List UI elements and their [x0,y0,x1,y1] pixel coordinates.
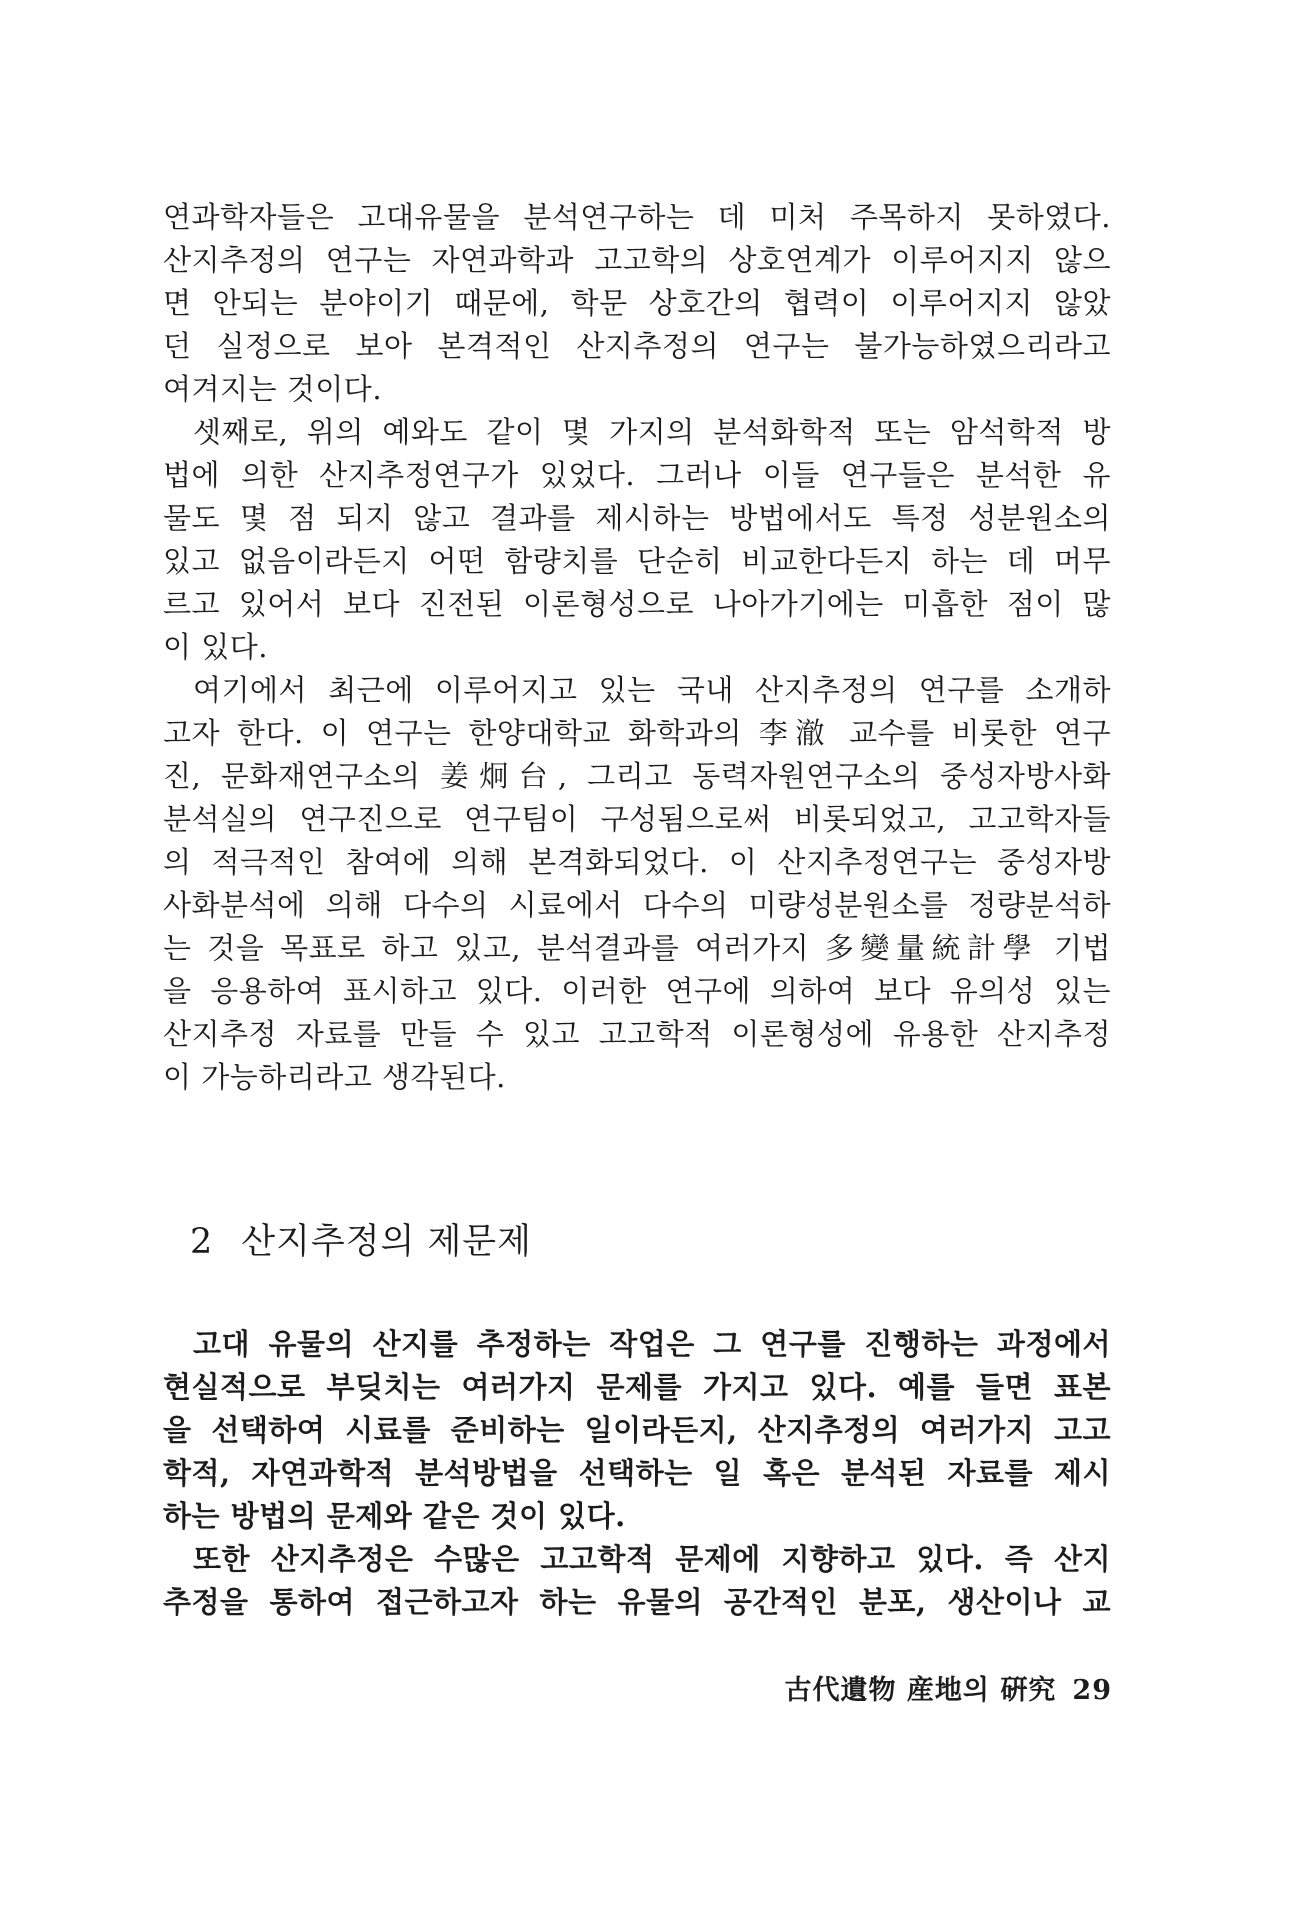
paragraph [163,196,1111,411]
section-heading [190,1217,532,1267]
body-text-top [163,196,1111,1099]
page-footer [785,1671,1112,1711]
paragraph [163,669,1111,1099]
body-text-bottom [163,1323,1111,1624]
text-line: 산지추정의 연구는 자연과학과 고고학의 상호연계가 이루어지지 않으 [163,243,1111,277]
text-line: 고대 유물의 산지를 추정하는 작업은 그 연구를 진행하는 과정에서 [193,1327,1111,1361]
paragraph [163,1538,1111,1624]
text-line: 물도 몇 점 되지 않고 결과를 제시하는 방법에서도 특정 성분원소의 [163,501,1111,535]
section-number: 2 [190,1222,214,1262]
text-line: 는 것을 목표로 하고 있고, 분석결과를 여러가지 多變量統計學 기법 [163,931,1111,965]
text-line: 셋째로, 위의 예와도 같이 몇 가지의 분석화학적 또는 암석학적 방 [193,415,1111,449]
text-line: 사화분석에 의해 다수의 시료에서 다수의 미량성분원소를 정량분석하 [163,888,1111,922]
text-line: 연과학자들은 고대유물을 분석연구하는 데 미처 주목하지 못하였다. [163,200,1111,234]
text-line: 여겨지는 것이다. [163,372,383,406]
text-line: 을 응용하여 표시하고 있다. 이러한 연구에 의하여 보다 유의성 있는 [163,974,1111,1008]
text-line: 또한 산지추정은 수많은 고고학적 문제에 지향하고 있다. 즉 산지 [193,1542,1111,1576]
text-line: 분석실의 연구진으로 연구팀이 구성됨으로써 비롯되었고, 고고학자들 [163,802,1111,836]
text-line: 의 적극적인 참여에 의해 본격화되었다. 이 산지추정연구는 중성자방 [163,845,1111,879]
text-line: 면 안되는 분야이기 때문에, 학문 상호간의 협력이 이루어지지 않았 [163,286,1111,320]
text-line: 법에 의한 산지추정연구가 있었다. 그러나 이들 연구들은 분석한 유 [163,458,1111,492]
text-line: 르고 있어서 보다 진전된 이론형성으로 나아가기에는 미흡한 점이 많 [163,587,1111,621]
text-line: 있고 없음이라든지 어떤 함량치를 단순히 비교한다든지 하는 데 머무 [163,544,1111,578]
paragraph [163,411,1111,669]
paragraph [163,1323,1111,1538]
text-line: 하는 방법의 문제와 같은 것이 있다. [163,1499,626,1533]
text-line: 학적, 자연과학적 분석방법을 선택하는 일 혹은 분석된 자료를 제시 [163,1456,1111,1490]
text-line: 현실적으로 부딪치는 여러가지 문제를 가지고 있다. 예를 들면 표본 [163,1370,1111,1404]
text-line: 여기에서 최근에 이루어지고 있는 국내 산지추정의 연구를 소개하 [193,673,1111,707]
text-line: 고자 한다. 이 연구는 한양대학교 화학과의 李澈 교수를 비롯한 연구 [163,716,1111,750]
text-line: 이 있다. [163,630,268,664]
text-line: 산지추정 자료를 만들 수 있고 고고학적 이론형성에 유용한 산지추정 [163,1017,1111,1051]
text-line: 이 가능하리라고 생각된다. [163,1060,506,1094]
section-title: 산지추정의 제문제 [241,1222,532,1262]
page-number: 29 [1072,1675,1112,1706]
text-line: 추정을 통하여 접근하고자 하는 유물의 공간적인 분포, 생산이나 교 [163,1585,1111,1619]
text-line: 던 실정으로 보아 본격적인 산지추정의 연구는 불가능하였으리라고 [163,329,1111,363]
text-line: 을 선택하여 시료를 준비하는 일이라든지, 산지추정의 여러가지 고고 [163,1413,1111,1447]
running-title: 古代遺物 産地의 硏究 [784,1675,1057,1706]
text-line: 진, 문화재연구소의 姜炯台, 그리고 동력자원연구소의 중성자방사화 [163,759,1111,793]
